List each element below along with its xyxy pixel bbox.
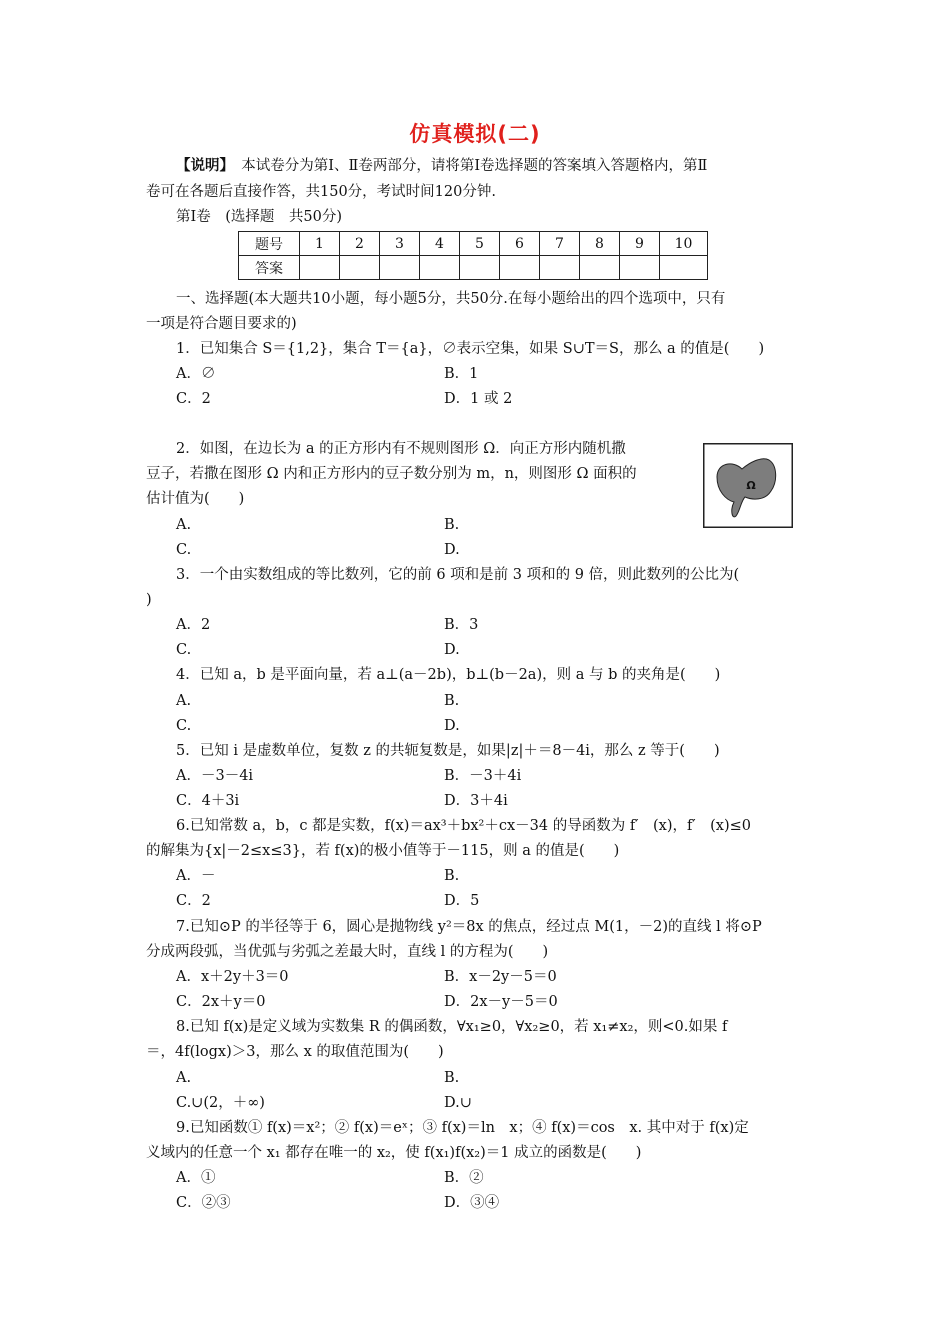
table-cell-number: 6 (500, 232, 540, 256)
question-9-option-c: C．②③ (176, 1195, 231, 1211)
answer-cell[interactable] (500, 256, 540, 280)
answer-table-answer-row (239, 256, 708, 280)
table-header-answer: 答案 (239, 256, 300, 280)
section-1-heading: 第Ⅰ卷 (选择题 共50分) (176, 209, 342, 225)
question-7-option-d: D．2x－y－5＝0 (444, 994, 558, 1010)
question-3-option-c: C. (176, 642, 192, 658)
intro-line-2: 卷可在各题后直接作答，共150分，考试时间120分钟. (146, 184, 496, 200)
intro-line-1 (176, 156, 707, 176)
question-3-stem-line-2: ) (146, 592, 152, 608)
answer-cell[interactable] (420, 256, 460, 280)
question-8-stem-line-2: ＝，4f(logx)＞3，那么 x 的取值范围为( ) (146, 1044, 444, 1060)
answer-cell[interactable] (380, 256, 420, 280)
question-3-option-b: B．3 (444, 617, 479, 633)
question-4-stem: 4．已知 a，b 是平面向量，若 a⊥(a－2b)，b⊥(b－2a)，则 a 与 b 的夹角是( ) (176, 667, 721, 683)
question-5-option-a: A．－3－4i (176, 768, 254, 784)
table-cell-number: 2 (340, 232, 380, 256)
part-1-instructions-line-1: 一、选择题(本大题共10小题，每小题5分，共50分.在每小题给出的四个选项中，只有 (176, 291, 726, 307)
question-2-option-b: B. (444, 517, 460, 533)
question-8-option-a: A. (176, 1070, 192, 1086)
table-cell-number: 8 (580, 232, 620, 256)
part-1-instructions-line-2: 一项是符合题目要求的) (146, 316, 297, 332)
question-1-option-b: B．1 (444, 366, 479, 382)
question-2-stem-line-3: 估计值为( ) (146, 491, 245, 507)
table-cell-number: 9 (620, 232, 660, 256)
question-6-stem-line-1: 6.已知常数 a，b，c 都是实数，f(x)＝ax³＋bx²＋cx－34 的导函数为 f′ (x)，f′ (x)≤0 (176, 818, 752, 834)
question-1-stem: 1．已知集合 S＝{1,2}，集合 T＝{a}，∅表示空集，如果 S∪T＝S，那么 a 的值是( ) (176, 341, 765, 357)
question-9-stem-line-2: 义域内的任意一个 x₁ 都存在唯一的 x₂，使 f(x₁)f(x₂)＝1 成立的函数是( ) (146, 1145, 642, 1161)
question-9-option-a: A．① (176, 1170, 216, 1186)
intro-label: 【说明】 (176, 157, 227, 174)
question-2-option-d: D. (444, 542, 460, 558)
question-7-option-a: A．x＋2y＋3＝0 (176, 969, 289, 985)
question-8-option-b: B. (444, 1070, 460, 1086)
question-7-stem-line-1: 7.已知⊙P 的半径等于 6，圆心是抛物线 y²＝8x 的焦点，经过点 M(1，－2)的直线 l 将⊙P (176, 919, 762, 935)
question-1-option-c: C．2 (176, 391, 211, 407)
question-9-option-b: B．② (444, 1170, 484, 1186)
answer-cell[interactable] (460, 256, 500, 280)
question-6-option-c: C．2 (176, 893, 211, 909)
square-with-omega-figure (703, 443, 793, 528)
table-cell-number: 10 (660, 232, 708, 256)
table-cell-number: 4 (420, 232, 460, 256)
answer-table-number-row (239, 232, 708, 256)
question-4-option-c: C. (176, 718, 192, 734)
answer-cell[interactable] (340, 256, 380, 280)
question-2-stem-line-2: 豆子，若撒在图形 Ω 内和正方形内的豆子数分别为 m，n，则图形 Ω 面积的 (146, 466, 637, 482)
table-cell-number: 5 (460, 232, 500, 256)
question-7-stem-line-2: 分成两段弧，当优弧与劣弧之差最大时，直线 l 的方程为( ) (146, 944, 549, 960)
answer-cell[interactable] (580, 256, 620, 280)
question-6-stem-line-2: 的解集为{x|－2≤x≤3}，若 f(x)的极小值等于－115，则 a 的值是( ) (146, 843, 620, 859)
question-6-option-a: A．－ (176, 868, 216, 884)
question-9-stem-line-1: 9.已知函数① f(x)＝x²；② f(x)＝eˣ；③ f(x)＝ln x；④ f(x)＝cos x. 其中对于 f(x)定 (176, 1120, 749, 1136)
question-4-option-d: D. (444, 718, 460, 734)
question-5-option-b: B．－3＋4i (444, 768, 522, 784)
question-2-option-a: A. (176, 517, 192, 533)
question-8-stem-line-1: 8.已知 f(x)是定义域为实数集 R 的偶函数，∀x₁≥0，∀x₂≥0，若 x₁≠x₂，则<0.如果 f (176, 1019, 728, 1035)
question-6-option-d: D．5 (444, 893, 480, 909)
question-9-option-d: D．③④ (444, 1195, 500, 1211)
answer-cell[interactable] (620, 256, 660, 280)
intro-text-1: 本试卷分为第Ⅰ、Ⅱ卷两部分，请将第Ⅰ卷选择题的答案填入答题格内，第Ⅱ (241, 158, 708, 174)
question-3-option-a: A．2 (176, 617, 211, 633)
question-1-option-d: D．1 或 2 (444, 391, 513, 407)
table-header-number: 题号 (239, 232, 300, 256)
answer-cell[interactable] (660, 256, 708, 280)
table-cell-number: 7 (540, 232, 580, 256)
question-3-option-d: D. (444, 642, 460, 658)
question-4-option-a: A. (176, 693, 192, 709)
table-cell-number: 1 (300, 232, 340, 256)
question-8-option-d: D.∪ (444, 1095, 472, 1111)
answer-table (238, 231, 708, 280)
question-2-option-c: C. (176, 542, 192, 558)
question-4-option-b: B. (444, 693, 460, 709)
question-5-stem: 5．已知 i 是虚数单位，复数 z 的共轭复数是，如果|z|＋＝8－4i，那么 z 等于( ) (176, 743, 720, 759)
omega-label: Ω (746, 479, 756, 492)
question-1-option-a: A．∅ (176, 366, 216, 382)
question-6-option-b: B. (444, 868, 460, 884)
question-2-stem-line-1: 2．如图，在边长为 a 的正方形内有不规则图形 Ω．向正方形内随机撒 (176, 441, 626, 457)
answer-cell[interactable] (540, 256, 580, 280)
page-title: 仿真模拟(二) (409, 122, 541, 146)
question-8-option-c: C.∪(2，＋∞) (176, 1095, 265, 1111)
question-5-option-d: D．3＋4i (444, 793, 508, 809)
answer-cell[interactable] (300, 256, 340, 280)
table-cell-number: 3 (380, 232, 420, 256)
question-7-option-b: B．x－2y－5＝0 (444, 969, 557, 985)
question-5-option-c: C．4＋3i (176, 793, 240, 809)
question-7-option-c: C．2x＋y＝0 (176, 994, 266, 1010)
question-3-stem-line-1: 3．一个由实数组成的等比数列，它的前 6 项和是前 3 项和的 9 倍，则此数列的公比为( (176, 567, 740, 583)
